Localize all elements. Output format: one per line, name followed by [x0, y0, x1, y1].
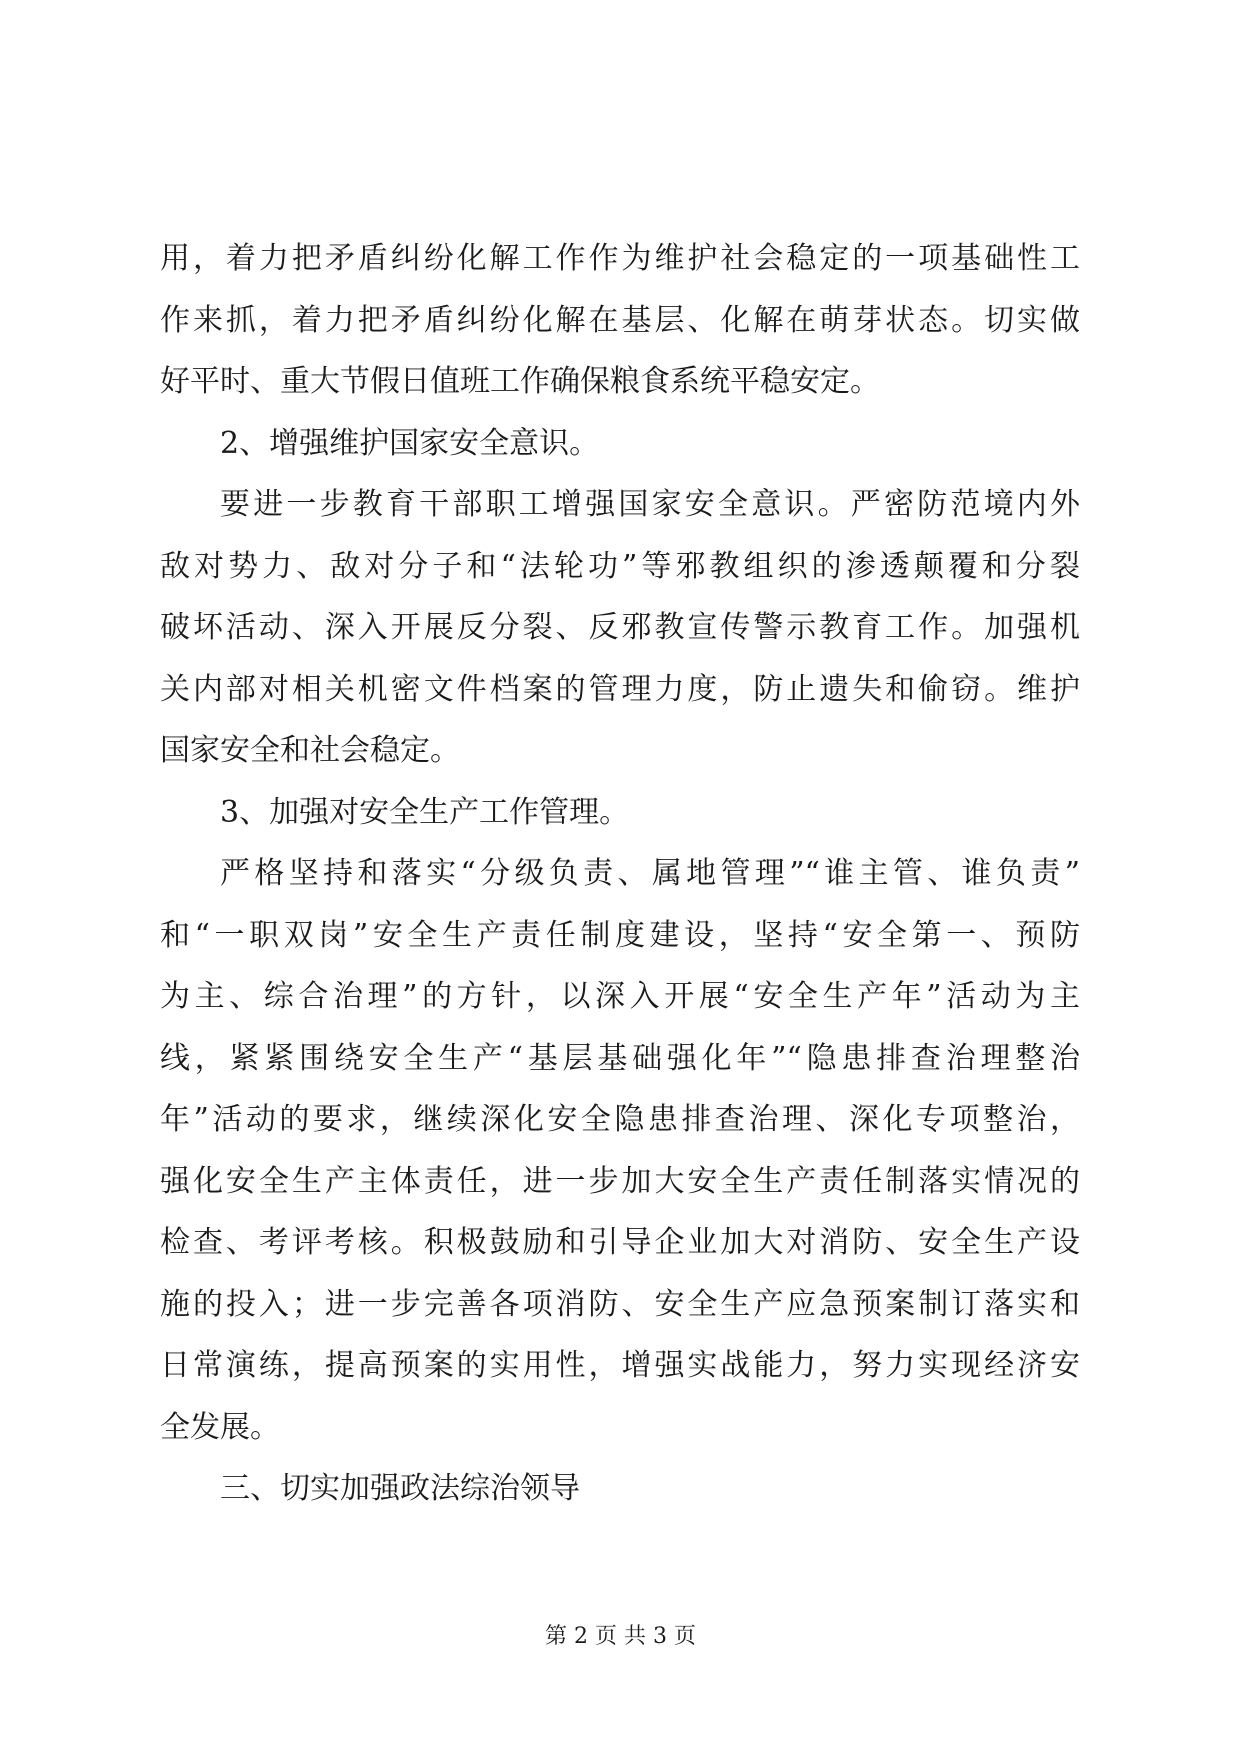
page-number-footer: 第 2 页 共 3 页	[545, 1624, 696, 1649]
paragraph-line: 年”活动的要求，继续深化安全隐患排查治理、深化专项整治，	[160, 1102, 1080, 1137]
section-heading: 2、增强维护国家安全意识。	[220, 425, 600, 461]
paragraph-line: 全发展。	[160, 1409, 280, 1445]
paragraph-line: 检查、考评考核。积极鼓励和引导企业加大对消防、安全生产设	[160, 1225, 1080, 1260]
paragraph-line: 好平时、重大节假日值班工作确保粮食系统平稳安定。	[160, 364, 880, 399]
paragraph-line: 日常演练，提高预案的实用性，增强实战能力，努力实现经济安	[160, 1348, 1080, 1383]
paragraph-line: 破坏活动、深入开展反分裂、反邪教宣传警示教育工作。加强机	[160, 610, 1080, 645]
paragraph-line: 严格坚持和落实“分级负责、属地管理”“谁主管、谁负责”	[220, 856, 1080, 891]
section-heading: 3、加强对安全生产工作管理。	[220, 794, 630, 830]
paragraph-line: 作来抓，着力把矛盾纠纷化解在基层、化解在萌芽状态。切实做	[160, 302, 1080, 338]
paragraph-line: 施的投入；进一步完善各项消防、安全生产应急预案制订落实和	[160, 1286, 1080, 1322]
paragraph-line: 国家安全和社会稳定。	[160, 733, 460, 768]
paragraph-line: 要进一步教育干部职工增强国家安全意识。严密防范境内外	[220, 487, 1080, 522]
paragraph-line: 关内部对相关机密文件档案的管理力度，防止遗失和偷窃。维护	[160, 671, 1080, 707]
section-heading: 三、切实加强政法综治领导	[220, 1471, 580, 1506]
paragraph-line: 和“一职双岗”安全生产责任制度建设，坚持“安全第一、预防	[160, 917, 1080, 953]
paragraph-line: 强化安全生产主体责任，进一步加大安全生产责任制落实情况的	[160, 1163, 1080, 1199]
paragraph-line: 线，紧紧围绕安全生产“基层基础强化年”“隐患排查治理整治	[160, 1040, 1080, 1076]
paragraph-line: 为主、综合治理”的方针，以深入开展“安全生产年”活动为主	[160, 979, 1080, 1014]
paragraph-line: 用，着力把矛盾纠纷化解工作作为维护社会稳定的一项基础性工	[160, 241, 1080, 276]
document-body	[160, 228, 1080, 1520]
paragraph-line: 敌对势力、敌对分子和“法轮功”等邪教组织的渗透颠覆和分裂	[160, 548, 1080, 584]
